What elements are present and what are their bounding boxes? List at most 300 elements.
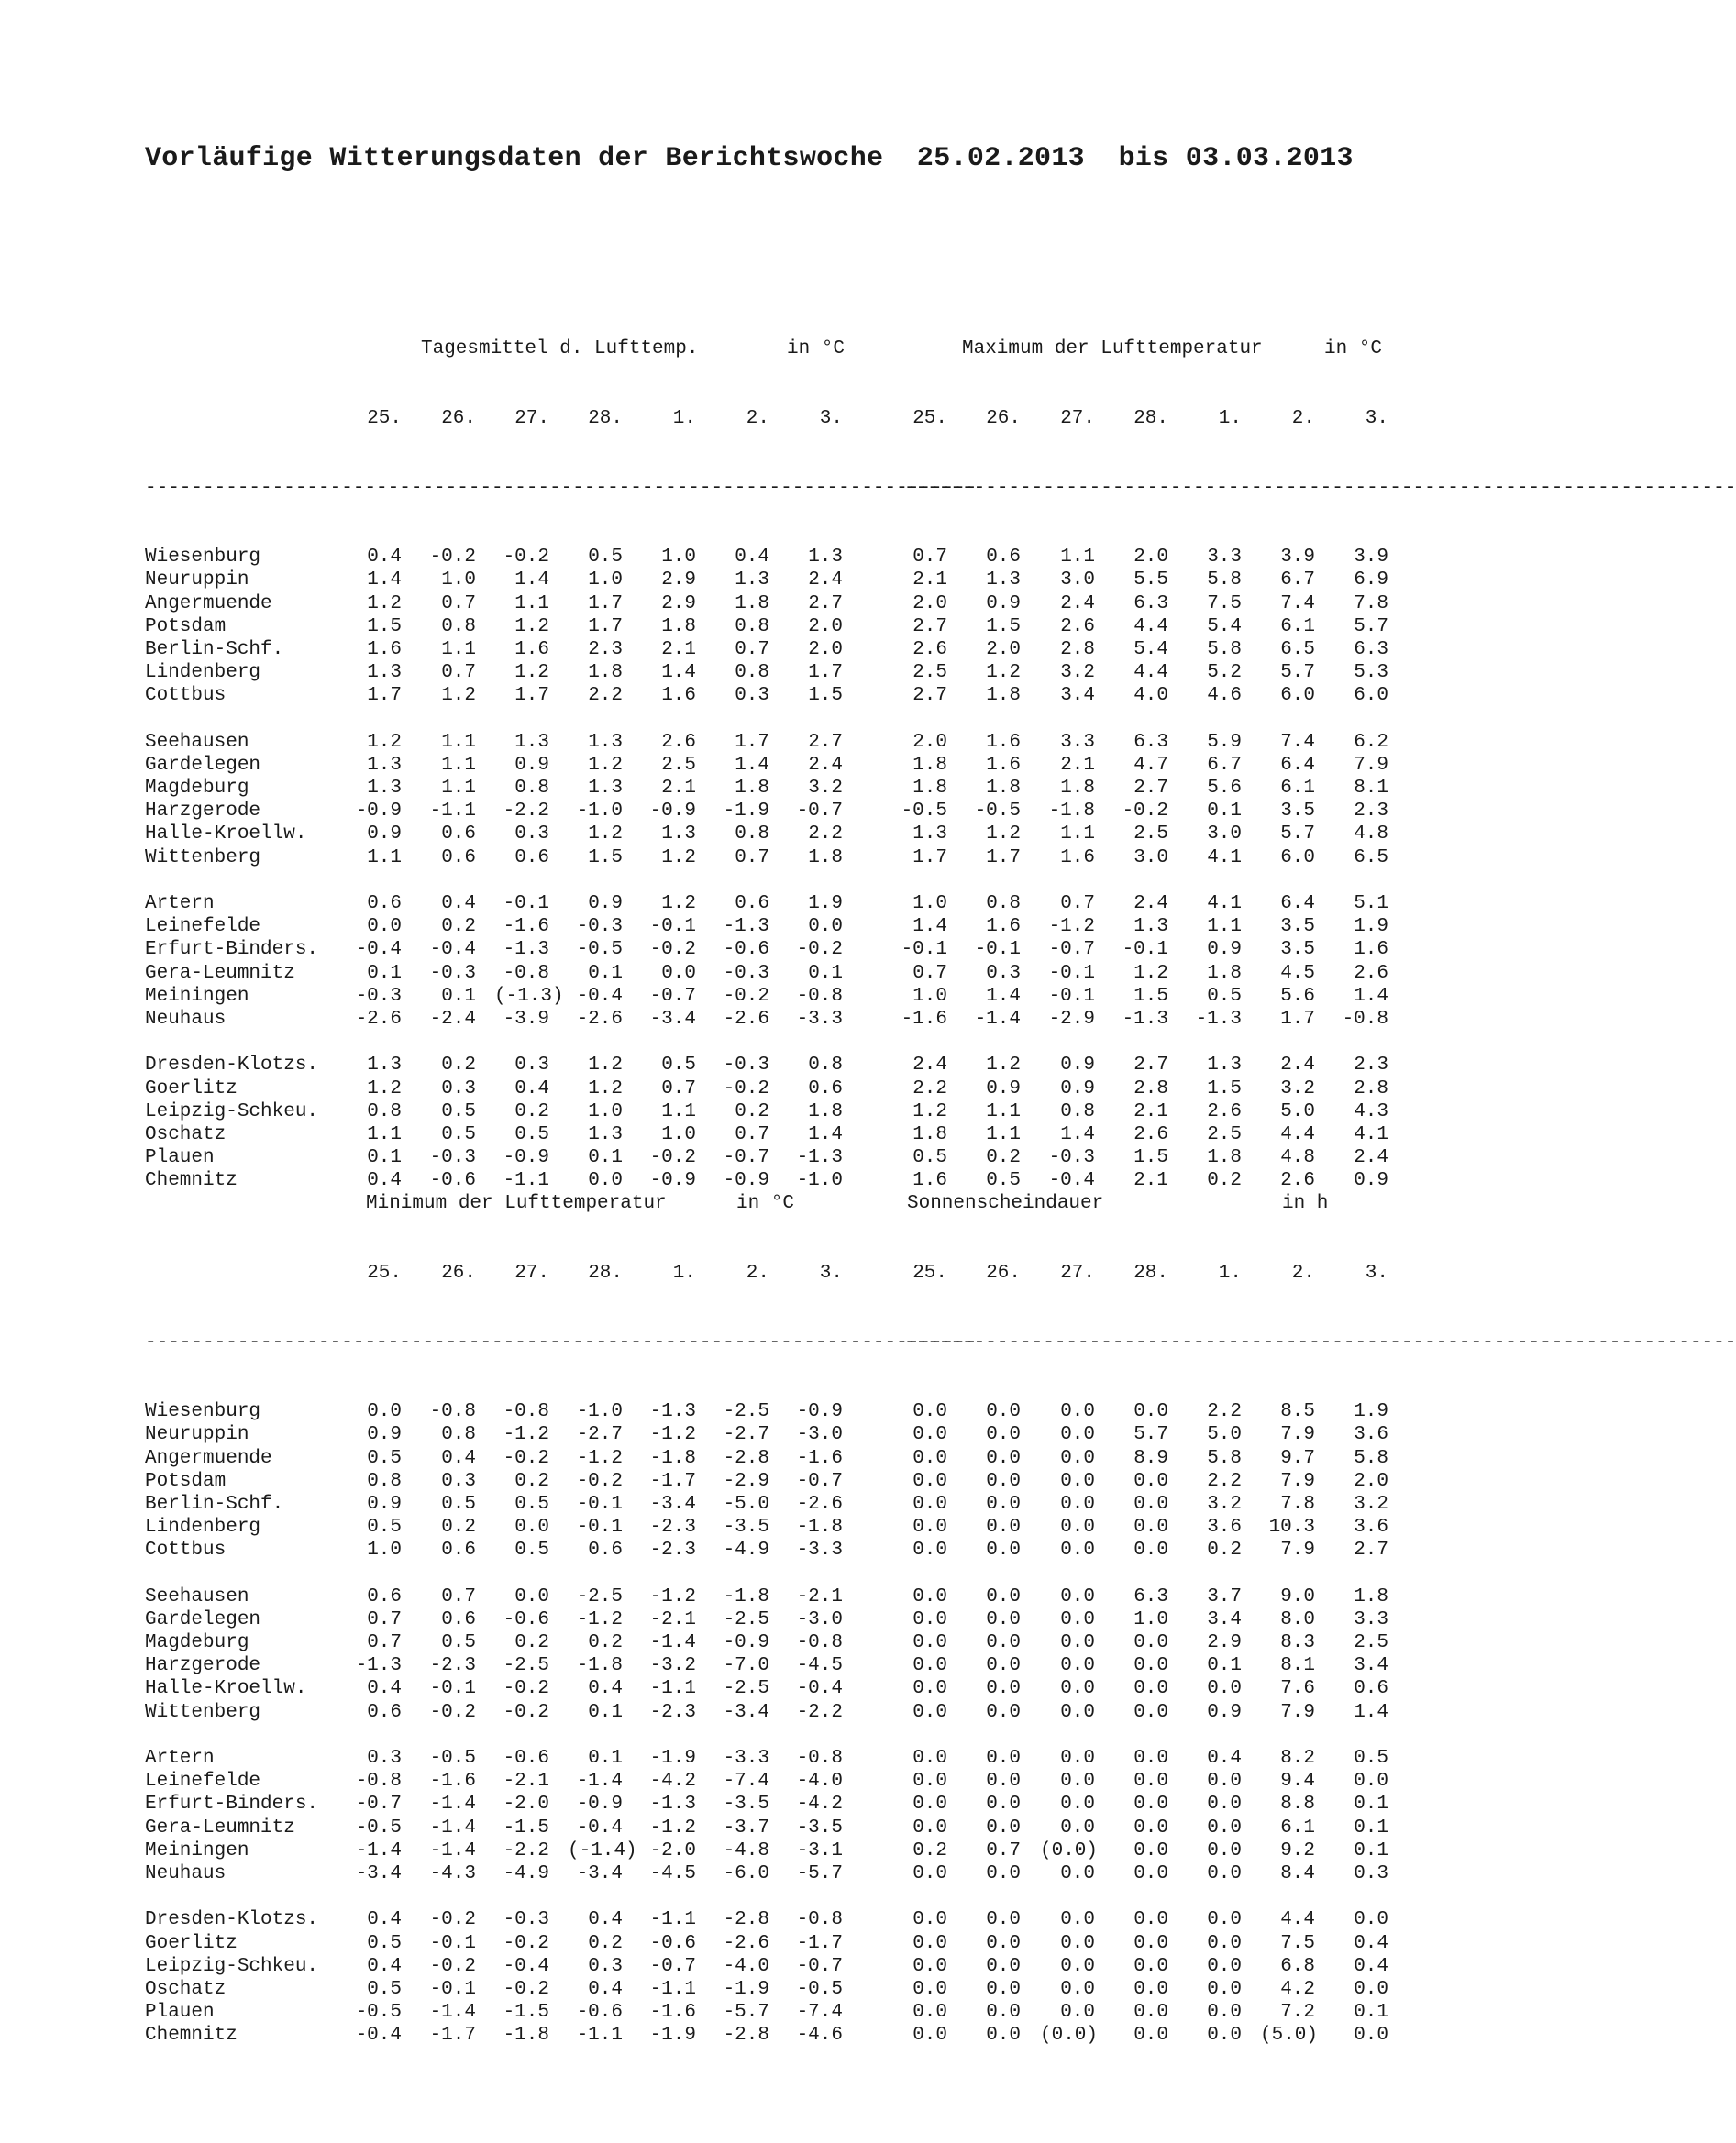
left-value-cell: -0.4 xyxy=(429,939,476,961)
right-value-cell: 2.7 xyxy=(912,685,947,707)
left-value-cell: 0.8 xyxy=(367,1470,402,1492)
right-value-cell: 0.0 xyxy=(912,1909,947,1931)
right-value-cell: 7.9 xyxy=(1280,1424,1315,1446)
left-value-cell: -0.6 xyxy=(429,1170,476,1192)
right-day-header: 2. xyxy=(1291,1263,1315,1284)
right-day-header: 25. xyxy=(912,408,947,429)
right-value-cell: 1.0 xyxy=(1133,1608,1168,1630)
right-value-cell: (0.0) xyxy=(1040,1839,1099,1861)
right-value-cell: -1.4 xyxy=(974,1008,1021,1030)
left-value-cell: -2.6 xyxy=(723,1932,769,1954)
left-value-cell: -3.0 xyxy=(796,1424,843,1446)
left-value-cell: 1.8 xyxy=(808,1100,843,1122)
right-value-cell: 6.9 xyxy=(1354,569,1388,591)
station-name: Wiesenburg xyxy=(145,547,261,569)
right-value-cell: 2.1 xyxy=(912,569,947,591)
left-value-cell: -2.6 xyxy=(355,1008,402,1030)
right-value-cell: 2.3 xyxy=(1354,801,1388,823)
right-value-cell: 0.0 xyxy=(1060,1470,1095,1492)
left-value-cell: -3.4 xyxy=(355,1862,402,1884)
right-value-cell: 6.5 xyxy=(1354,846,1388,868)
right-value-cell: 0.8 xyxy=(986,893,1021,914)
right-value-cell: 0.0 xyxy=(1060,1424,1095,1446)
table-row xyxy=(145,1862,1401,1885)
right-value-cell: 0.2 xyxy=(1207,1170,1242,1192)
right-value-cell: 0.5 xyxy=(1207,985,1242,1007)
right-value-cell: 7.5 xyxy=(1207,592,1242,614)
right-value-cell: 4.0 xyxy=(1133,685,1168,707)
right-table-unit: in h xyxy=(1282,1193,1329,1215)
left-value-cell: -2.6 xyxy=(723,1008,769,1030)
right-value-cell: 0.0 xyxy=(1133,1678,1168,1700)
table-row xyxy=(145,1770,1401,1793)
table-row xyxy=(145,938,1401,961)
right-value-cell: 0.5 xyxy=(1354,1748,1388,1769)
table-row xyxy=(145,731,1401,754)
left-value-cell: -4.0 xyxy=(796,1771,843,1793)
right-value-cell: 0.0 xyxy=(1207,2025,1242,2047)
left-value-cell: -4.5 xyxy=(796,1655,843,1677)
left-value-cell: -0.9 xyxy=(796,1401,843,1423)
left-value-cell: 1.5 xyxy=(588,846,623,868)
left-value-cell: -0.3 xyxy=(723,962,769,984)
left-value-cell: 0.5 xyxy=(367,1447,402,1469)
right-value-cell: 0.9 xyxy=(1060,1077,1095,1099)
left-value-cell: -0.1 xyxy=(429,1932,476,1954)
right-value-cell: 2.7 xyxy=(912,615,947,637)
right-value-cell: 4.6 xyxy=(1207,685,1242,707)
table-row xyxy=(145,569,1401,591)
day-header-row xyxy=(145,407,1401,430)
separator-line-left: ------------------------------------------------------------------------ xyxy=(145,1331,978,1353)
left-value-cell: -0.3 xyxy=(355,985,402,1007)
left-value-cell: -1.1 xyxy=(429,801,476,823)
left-value-cell: 1.5 xyxy=(367,615,402,637)
left-value-cell: 1.8 xyxy=(735,592,769,614)
left-value-cell: -5.7 xyxy=(723,2002,769,2024)
station-name: Artern xyxy=(145,1748,215,1769)
left-value-cell: -0.1 xyxy=(429,1978,476,2000)
right-day-header: 2. xyxy=(1291,408,1315,429)
right-value-cell: 0.0 xyxy=(1133,1909,1168,1931)
right-value-cell: 0.0 xyxy=(912,1655,947,1677)
station-name: Seehausen xyxy=(145,1585,249,1607)
left-value-cell: -2.3 xyxy=(649,1701,696,1723)
left-value-cell: -4.6 xyxy=(796,2025,843,2047)
right-value-cell: 3.3 xyxy=(1060,731,1095,753)
right-value-cell: -0.2 xyxy=(1122,801,1168,823)
left-value-cell: -0.8 xyxy=(355,1771,402,1793)
left-day-header: 26. xyxy=(441,408,476,429)
right-value-cell: 0.0 xyxy=(1133,2002,1168,2024)
left-value-cell: -0.7 xyxy=(649,985,696,1007)
right-table-caption: Maximum der Lufttemperatur xyxy=(962,338,1263,360)
right-value-cell: 0.0 xyxy=(1133,1839,1168,1861)
left-value-cell: 0.0 xyxy=(367,1401,402,1423)
right-value-cell: 0.0 xyxy=(986,1771,1021,1793)
left-value-cell: 1.1 xyxy=(441,731,476,753)
left-value-cell: -3.3 xyxy=(796,1540,843,1562)
right-value-cell: 6.3 xyxy=(1133,1585,1168,1607)
left-value-cell: 1.2 xyxy=(661,846,696,868)
left-value-cell: -7.0 xyxy=(723,1655,769,1677)
left-value-cell: -0.2 xyxy=(723,985,769,1007)
right-value-cell: 2.7 xyxy=(1133,1055,1168,1077)
table-row xyxy=(145,915,1401,938)
left-value-cell: 0.3 xyxy=(441,1470,476,1492)
right-value-cell: 0.0 xyxy=(912,1748,947,1769)
station-name: Goerlitz xyxy=(145,1077,238,1099)
right-value-cell: 2.4 xyxy=(1133,893,1168,914)
left-value-cell: -1.5 xyxy=(503,2002,549,2024)
right-value-cell: 0.0 xyxy=(986,1909,1021,1931)
separator-line-right: ------------------------------------------------------------------------ xyxy=(904,477,1736,499)
left-value-cell: -2.7 xyxy=(723,1424,769,1446)
group-spacer xyxy=(145,1563,1401,1585)
left-value-cell: 0.7 xyxy=(735,638,769,660)
station-name: Halle-Kroellw. xyxy=(145,1678,307,1700)
right-value-cell: 0.0 xyxy=(1133,1748,1168,1769)
left-value-cell: 0.6 xyxy=(441,823,476,845)
left-value-cell: 1.7 xyxy=(808,662,843,684)
right-value-cell: 1.1 xyxy=(1060,547,1095,569)
right-value-cell: 0.0 xyxy=(1207,1771,1242,1793)
left-value-cell: 0.7 xyxy=(441,592,476,614)
right-value-cell: 0.0 xyxy=(986,1817,1021,1839)
station-name: Goerlitz xyxy=(145,1932,238,1954)
right-value-cell: -1.8 xyxy=(1048,801,1095,823)
left-value-cell: 1.7 xyxy=(735,731,769,753)
right-value-cell: 0.0 xyxy=(986,2025,1021,2047)
station-name: Leipzig-Schkeu. xyxy=(145,1100,319,1122)
right-value-cell: 5.8 xyxy=(1354,1447,1388,1469)
right-value-cell: 8.3 xyxy=(1280,1632,1315,1654)
left-value-cell: 0.7 xyxy=(441,662,476,684)
right-value-cell: 0.0 xyxy=(912,1540,947,1562)
right-value-cell: 0.0 xyxy=(912,1701,947,1723)
left-value-cell: 1.8 xyxy=(588,662,623,684)
left-table-caption: Tagesmittel d. Lufttemp. xyxy=(421,338,699,360)
station-name: Erfurt-Binders. xyxy=(145,1794,319,1816)
right-value-cell: 7.8 xyxy=(1354,592,1388,614)
right-value-cell: 3.3 xyxy=(1354,1608,1388,1630)
left-day-header: 1. xyxy=(672,1263,696,1284)
right-day-header: 3. xyxy=(1365,1263,1388,1284)
right-value-cell: 3.9 xyxy=(1354,547,1388,569)
left-value-cell: -0.2 xyxy=(503,1678,549,1700)
left-value-cell: -1.4 xyxy=(429,1817,476,1839)
right-value-cell: 1.8 xyxy=(1207,1147,1242,1169)
table-row xyxy=(145,846,1401,869)
table-row xyxy=(145,1008,1401,1031)
right-value-cell: 1.2 xyxy=(912,1100,947,1122)
section-header-row xyxy=(145,1192,1401,1215)
left-value-cell: 0.9 xyxy=(588,893,623,914)
right-value-cell: 2.5 xyxy=(1354,1632,1388,1654)
station-name: Wittenberg xyxy=(145,846,261,868)
right-value-cell: 2.5 xyxy=(912,662,947,684)
right-value-cell: 0.0 xyxy=(986,1401,1021,1423)
right-value-cell: 5.8 xyxy=(1207,638,1242,660)
left-value-cell: 0.4 xyxy=(735,547,769,569)
separator-row xyxy=(145,477,1736,500)
left-value-cell: -0.7 xyxy=(796,1955,843,1977)
right-value-cell: 6.4 xyxy=(1280,754,1315,776)
right-value-cell: 1.7 xyxy=(912,846,947,868)
right-value-cell: 9.2 xyxy=(1280,1839,1315,1861)
right-value-cell: 0.0 xyxy=(1060,1655,1095,1677)
left-value-cell: 0.2 xyxy=(588,1932,623,1954)
left-value-cell: -1.7 xyxy=(649,1470,696,1492)
left-value-cell: -7.4 xyxy=(723,1771,769,1793)
table-row xyxy=(145,615,1401,638)
left-value-cell: 1.0 xyxy=(588,1100,623,1122)
right-value-cell: 0.0 xyxy=(1060,1678,1095,1700)
right-day-header: 1. xyxy=(1218,408,1242,429)
left-value-cell: 0.5 xyxy=(441,1493,476,1515)
left-value-cell: 0.1 xyxy=(441,985,476,1007)
table-row xyxy=(145,1955,1401,1978)
right-value-cell: 1.9 xyxy=(1354,916,1388,938)
left-value-cell: 0.4 xyxy=(367,547,402,569)
table-block-minimum-sunshine xyxy=(145,1146,1736,2071)
right-value-cell: 0.0 xyxy=(1060,1932,1095,1954)
left-value-cell: 0.6 xyxy=(588,1540,623,1562)
right-value-cell: 0.0 xyxy=(1060,1447,1095,1469)
right-value-cell: 1.4 xyxy=(1354,985,1388,1007)
left-value-cell: 1.0 xyxy=(661,547,696,569)
right-value-cell: 2.4 xyxy=(912,1055,947,1077)
left-value-cell: -4.2 xyxy=(796,1794,843,1816)
right-value-cell: 0.0 xyxy=(1354,1978,1388,2000)
right-value-cell: 1.8 xyxy=(986,685,1021,707)
day-header-row xyxy=(145,1262,1401,1285)
right-value-cell: 5.7 xyxy=(1280,823,1315,845)
left-value-cell: 0.5 xyxy=(514,1540,549,1562)
left-value-cell: -1.6 xyxy=(429,1771,476,1793)
right-value-cell: 9.7 xyxy=(1280,1447,1315,1469)
left-value-cell: -0.3 xyxy=(429,962,476,984)
right-value-cell: 6.3 xyxy=(1133,592,1168,614)
left-value-cell: 1.7 xyxy=(514,685,549,707)
left-value-cell: -3.0 xyxy=(796,1608,843,1630)
right-value-cell: 2.6 xyxy=(912,638,947,660)
right-value-cell: 0.0 xyxy=(1133,1540,1168,1562)
right-value-cell: 0.1 xyxy=(1354,1794,1388,1816)
right-value-cell: 0.0 xyxy=(986,1701,1021,1723)
right-value-cell: 5.1 xyxy=(1354,893,1388,914)
left-value-cell: -0.4 xyxy=(355,2025,402,2047)
left-day-header: 2. xyxy=(746,1263,769,1284)
left-value-cell: 2.2 xyxy=(808,823,843,845)
left-value-cell: 2.1 xyxy=(661,638,696,660)
left-value-cell: -1.9 xyxy=(649,2025,696,2047)
left-value-cell: 1.7 xyxy=(367,685,402,707)
left-value-cell: 2.6 xyxy=(661,731,696,753)
right-value-cell: 1.3 xyxy=(1133,916,1168,938)
left-value-cell: 0.2 xyxy=(514,1632,549,1654)
left-value-cell: -2.0 xyxy=(649,1839,696,1861)
left-day-header: 3. xyxy=(819,1263,843,1284)
right-value-cell: 0.0 xyxy=(1133,1517,1168,1539)
right-value-cell: 0.0 xyxy=(986,1470,1021,1492)
left-value-cell: -1.0 xyxy=(576,801,623,823)
left-value-cell: 1.2 xyxy=(588,1055,623,1077)
right-value-cell: 0.9 xyxy=(1207,1701,1242,1723)
right-value-cell: 5.7 xyxy=(1354,615,1388,637)
right-value-cell: 5.4 xyxy=(1133,638,1168,660)
left-value-cell: -0.6 xyxy=(649,1932,696,1954)
right-value-cell: 0.0 xyxy=(1133,1632,1168,1654)
station-name: Oschatz xyxy=(145,1123,227,1145)
left-value-cell: 0.3 xyxy=(514,823,549,845)
left-value-cell: 1.0 xyxy=(661,1123,696,1145)
right-value-cell: 0.0 xyxy=(986,1585,1021,1607)
left-value-cell: 0.5 xyxy=(367,1517,402,1539)
right-value-cell: 1.4 xyxy=(1354,1701,1388,1723)
left-value-cell: -1.3 xyxy=(649,1794,696,1816)
station-name: Gardelegen xyxy=(145,754,261,776)
left-value-cell: -1.4 xyxy=(429,1839,476,1861)
right-value-cell: 0.0 xyxy=(986,1517,1021,1539)
left-value-cell: 1.0 xyxy=(441,569,476,591)
table-row xyxy=(145,1585,1401,1608)
right-value-cell: 5.4 xyxy=(1207,615,1242,637)
left-value-cell: 1.0 xyxy=(367,1540,402,1562)
left-value-cell: 1.2 xyxy=(367,731,402,753)
left-value-cell: -1.1 xyxy=(649,1678,696,1700)
table-row xyxy=(145,1654,1401,1677)
right-value-cell: -0.1 xyxy=(1048,962,1095,984)
right-value-cell: 6.4 xyxy=(1280,893,1315,914)
right-value-cell: 0.0 xyxy=(1133,1655,1168,1677)
right-day-header: 25. xyxy=(912,1263,947,1284)
station-name: Dresden-Klotzs. xyxy=(145,1055,319,1077)
left-value-cell: -3.5 xyxy=(796,1817,843,1839)
left-day-header: 1. xyxy=(672,408,696,429)
left-value-cell: -0.9 xyxy=(649,1170,696,1192)
left-value-cell: -1.9 xyxy=(649,1748,696,1769)
station-name: Leinefelde xyxy=(145,916,261,938)
left-value-cell: 0.6 xyxy=(441,1540,476,1562)
right-value-cell: 7.2 xyxy=(1280,2002,1315,2024)
left-value-cell: -2.5 xyxy=(723,1678,769,1700)
separator-line-left: ------------------------------------------------------------------------ xyxy=(145,477,978,499)
right-value-cell: 3.2 xyxy=(1354,1493,1388,1515)
left-value-cell: -1.1 xyxy=(649,1909,696,1931)
right-value-cell: 0.0 xyxy=(912,1862,947,1884)
right-value-cell: 4.4 xyxy=(1133,662,1168,684)
left-value-cell: 0.6 xyxy=(808,1077,843,1099)
right-value-cell: 3.2 xyxy=(1060,662,1095,684)
left-day-header: 3. xyxy=(819,408,843,429)
station-name: Leipzig-Schkeu. xyxy=(145,1955,319,1977)
right-value-cell: 0.0 xyxy=(1207,1794,1242,1816)
right-value-cell: 0.1 xyxy=(1354,2002,1388,2024)
left-value-cell: -0.3 xyxy=(429,1147,476,1169)
left-value-cell: 0.5 xyxy=(514,1123,549,1145)
left-value-cell: 0.5 xyxy=(441,1632,476,1654)
station-name: Potsdam xyxy=(145,1470,227,1492)
right-value-cell: 0.0 xyxy=(912,1401,947,1423)
left-value-cell: 2.3 xyxy=(588,638,623,660)
right-value-cell: 6.0 xyxy=(1354,685,1388,707)
left-value-cell: 0.5 xyxy=(441,1123,476,1145)
table-row xyxy=(145,592,1401,615)
left-value-cell: 0.8 xyxy=(441,615,476,637)
right-value-cell: 3.3 xyxy=(1207,547,1242,569)
left-value-cell: 0.0 xyxy=(588,1170,623,1192)
right-day-header: 27. xyxy=(1060,408,1095,429)
right-value-cell: 3.2 xyxy=(1280,1077,1315,1099)
station-name: Lindenberg xyxy=(145,662,261,684)
right-value-cell: 2.8 xyxy=(1060,638,1095,660)
table-row xyxy=(145,1793,1401,1816)
station-name: Gardelegen xyxy=(145,1608,261,1630)
table-row xyxy=(145,1817,1401,1839)
right-value-cell: 8.1 xyxy=(1354,778,1388,800)
right-value-cell: -0.8 xyxy=(1342,1008,1388,1030)
right-value-cell: 1.4 xyxy=(912,916,947,938)
left-value-cell: -0.2 xyxy=(503,547,549,569)
left-value-cell: 2.9 xyxy=(661,569,696,591)
right-value-cell: 7.5 xyxy=(1280,1932,1315,1954)
left-table-unit: in °C xyxy=(787,338,846,360)
left-value-cell: -0.2 xyxy=(503,1447,549,1469)
right-value-cell: 0.0 xyxy=(986,1655,1021,1677)
station-name: Cottbus xyxy=(145,1540,227,1562)
left-value-cell: -1.4 xyxy=(429,1794,476,1816)
right-value-cell: 1.9 xyxy=(1354,1401,1388,1423)
right-value-cell: 6.0 xyxy=(1280,685,1315,707)
left-value-cell: -1.2 xyxy=(649,1585,696,1607)
left-value-cell: 1.3 xyxy=(661,823,696,845)
station-name: Plauen xyxy=(145,1147,215,1169)
left-value-cell: -2.2 xyxy=(503,1839,549,1861)
station-name: Erfurt-Binders. xyxy=(145,939,319,961)
right-value-cell: 0.0 xyxy=(1354,1771,1388,1793)
left-value-cell: 1.8 xyxy=(808,846,843,868)
left-value-cell: -1.3 xyxy=(723,916,769,938)
table-row xyxy=(145,1608,1401,1631)
right-value-cell: 0.0 xyxy=(1060,1771,1095,1793)
left-value-cell: -0.2 xyxy=(503,1978,549,2000)
right-value-cell: 0.2 xyxy=(1207,1540,1242,1562)
left-value-cell: -0.2 xyxy=(429,1701,476,1723)
left-value-cell: (-1.3) xyxy=(494,985,564,1007)
right-value-cell: 6.2 xyxy=(1354,731,1388,753)
table-row xyxy=(145,800,1401,823)
left-value-cell: -2.1 xyxy=(796,1585,843,1607)
right-value-cell: 8.2 xyxy=(1280,1748,1315,1769)
right-value-cell: 4.8 xyxy=(1280,1147,1315,1169)
left-value-cell: 1.1 xyxy=(441,778,476,800)
left-value-cell: 1.4 xyxy=(367,569,402,591)
right-value-cell: 0.0 xyxy=(912,1493,947,1515)
left-value-cell: -2.2 xyxy=(503,801,549,823)
left-value-cell: 1.4 xyxy=(514,569,549,591)
right-value-cell: 6.5 xyxy=(1280,638,1315,660)
section-header-row xyxy=(145,337,1401,360)
left-value-cell: 0.7 xyxy=(661,1077,696,1099)
left-value-cell: -0.8 xyxy=(503,1401,549,1423)
left-value-cell: 0.9 xyxy=(367,1424,402,1446)
right-value-cell: 1.6 xyxy=(912,1170,947,1192)
left-value-cell: -0.5 xyxy=(355,1817,402,1839)
station-name: Artern xyxy=(145,893,215,914)
left-value-cell: 0.7 xyxy=(735,846,769,868)
right-value-cell: 4.1 xyxy=(1354,1123,1388,1145)
